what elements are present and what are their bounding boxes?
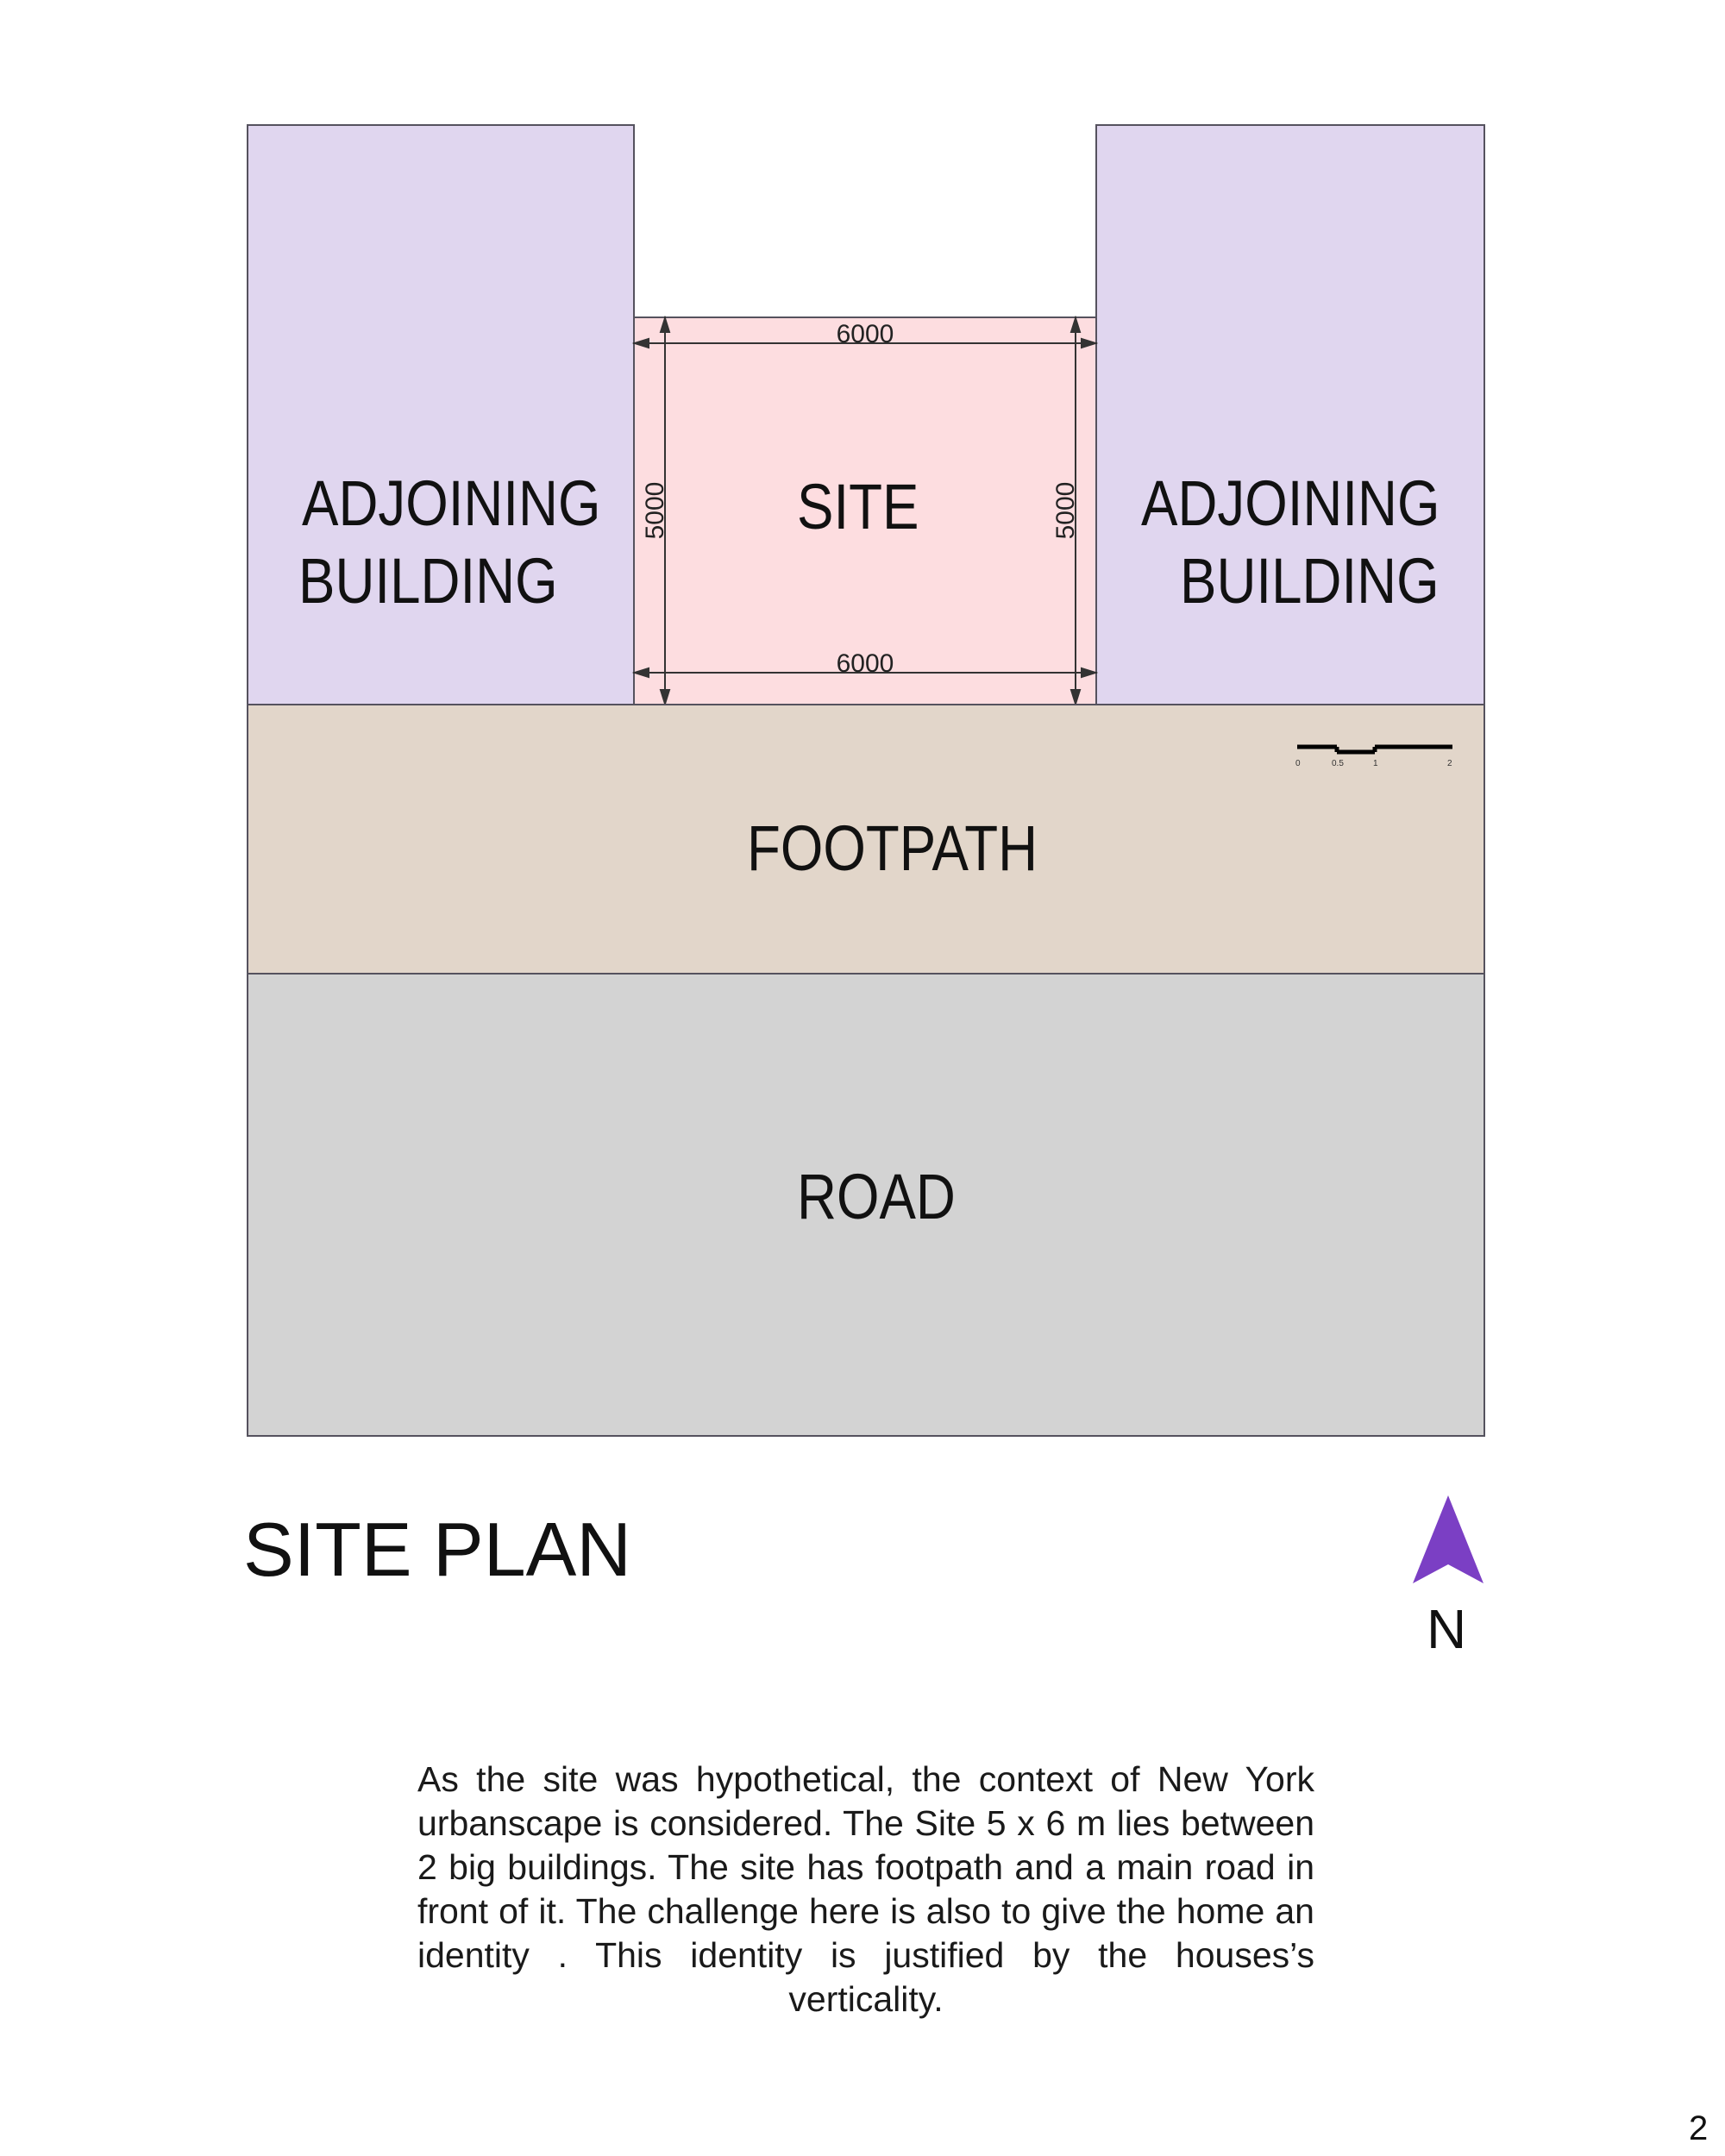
site-label: SITE bbox=[797, 471, 919, 542]
adjoining-building-right-label-line2: BUILDING bbox=[1180, 545, 1440, 617]
north-label: N bbox=[1427, 1598, 1467, 1660]
north-arrow-icon bbox=[1411, 1494, 1485, 1587]
scale-bar bbox=[1292, 740, 1465, 774]
scale-tick-1: 1 bbox=[1373, 759, 1378, 768]
footpath-label: FOOTPATH bbox=[747, 812, 1038, 884]
page-number: 2 bbox=[1689, 2109, 1709, 2147]
scale-tick-0-5: 0.5 bbox=[1332, 759, 1344, 768]
adjoining-building-left-label-line2: BUILDING bbox=[298, 545, 558, 617]
page-title: SITE PLAN bbox=[243, 1507, 631, 1592]
adjoining-building-right-label-line1: ADJOINING bbox=[1141, 467, 1440, 539]
adjoining-building-left-label-line1: ADJOINING bbox=[302, 467, 601, 539]
site-width-bottom-dim: 6000 bbox=[836, 649, 894, 678]
site-depth-left-dim: 5000 bbox=[641, 481, 669, 540]
road-label: ROAD bbox=[797, 1161, 956, 1232]
site-width-top-dim: 6000 bbox=[836, 320, 894, 348]
scale-tick-2: 2 bbox=[1447, 759, 1452, 768]
site-depth-right-dim: 5000 bbox=[1051, 481, 1080, 540]
site-description: As the site was hypothetical, the context of New York urbanscape is considered. The Site 5 x 6 m lies between 2 big buildings. The site has footpath and a main road in front of it. The challenge here is also to give the home an identity . This identity is justified by the houses’s verticality. bbox=[417, 1759, 1314, 2019]
scale-tick-0: 0 bbox=[1295, 759, 1301, 768]
